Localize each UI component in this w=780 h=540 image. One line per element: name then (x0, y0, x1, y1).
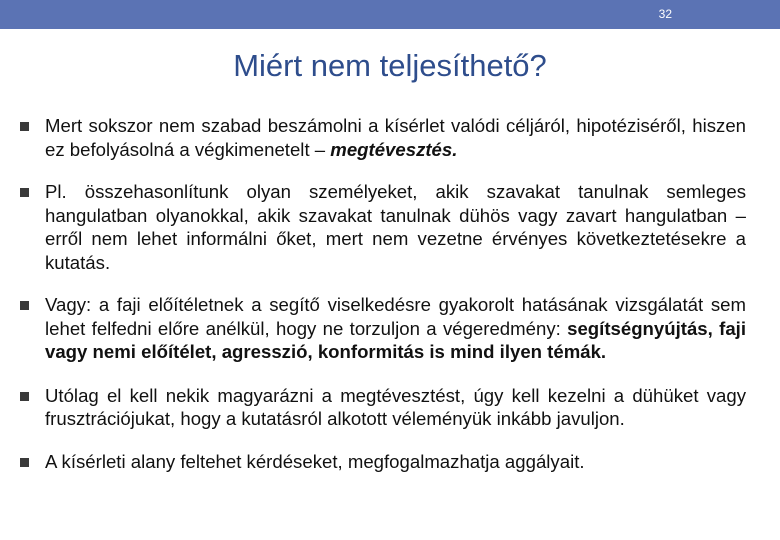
bullet-item-example (20, 180, 746, 274)
page-number: 32 (658, 7, 672, 21)
slide-title: Miért nem teljesíthető? (233, 48, 547, 83)
bullet-text: Utólag el kell nekik magyarázni a megtévesztést, úgy kell kezelni a dühüket vagy frusztrációjukat, hogy a kutatásról alkotott véleményük inkább javuljon. (45, 384, 746, 429)
bullet-text: A kísérleti alany feltehet kérdéseket, megfogalmazhatja aggályait. (45, 450, 585, 472)
bullet-item-questions (20, 450, 746, 474)
square-bullet-icon (20, 301, 29, 310)
header-bar (0, 0, 780, 29)
bullet-item-prejudice (20, 293, 746, 364)
bullet-emphasis: megtévesztés. (330, 138, 458, 160)
bullet-text: Pl. összehasonlítunk olyan személyeket, akik szavakat tanulnak semleges hangulatban olyanokkal, akik szavakat tanulnak dühös vagy zavart hangulatban – erről nem lehet informálni őket, mert nem vezetne érvényes következtetésekre a kutatás. (45, 181, 746, 273)
square-bullet-icon (20, 122, 29, 131)
bullet-item-debriefing (20, 384, 746, 431)
square-bullet-icon (20, 458, 29, 467)
bullet-list (20, 114, 746, 473)
square-bullet-icon (20, 392, 29, 401)
square-bullet-icon (20, 188, 29, 197)
bullet-emphasis: segítségnyújtás, faji vagy nemi előítélet, agresszió, konformitás is mind ilyen témák. (45, 317, 747, 362)
bullet-text: Vagy: a faji előítéletnek a segítő viselkedésre gyakorolt hatásának vizsgálatát sem lehet felfedni előre anélkül, hogy ne torzuljon a végeredmény: (45, 294, 746, 339)
bullet-text: Mert sokszor nem szabad beszámolni a kísérlet valódi céljáról, hipotéziséről, hiszen ez befolyásolná a végkimenetelt – (45, 115, 746, 160)
bullet-item-deception (20, 114, 746, 161)
